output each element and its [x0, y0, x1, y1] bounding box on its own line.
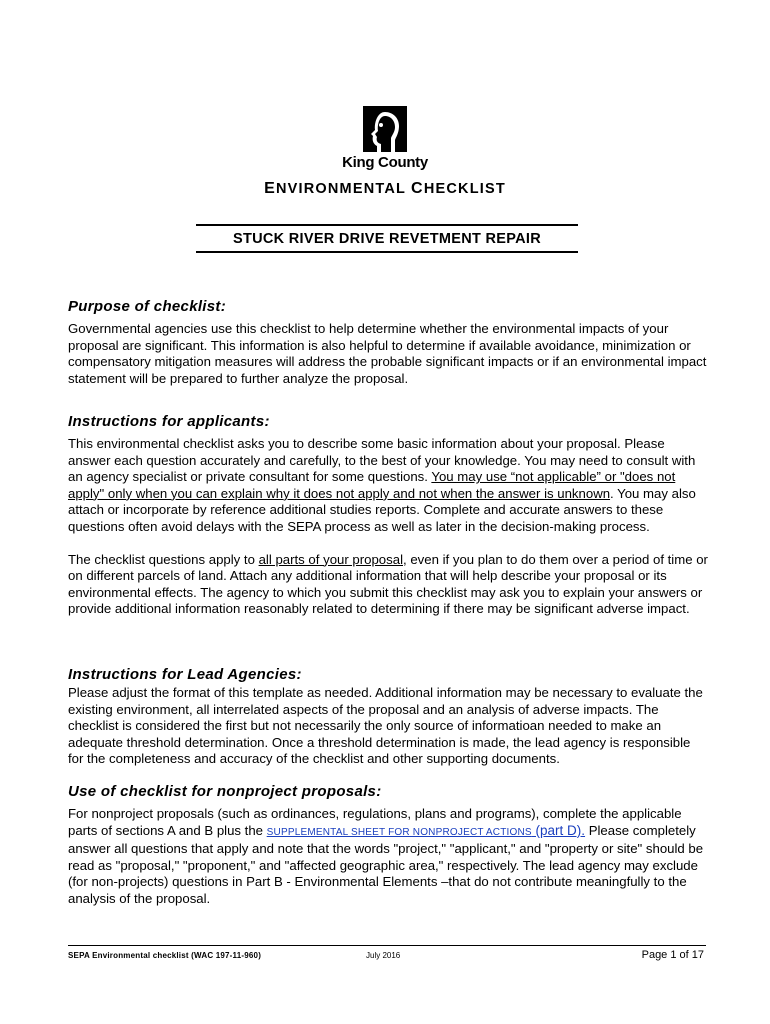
- lead-agencies-body: Please adjust the format of this template as needed. Additional information may be necessary to evaluate the existing environment, all interrelated aspects of the proposal and an analysis of adverse impacts. The checklist is considered the first but not necessarily the only source of informatioan needed to make an adequate threshold determination. Once a threshold determination is made, the lead agency is responsible for the completeness and accuracy of the checklist and other supporting documents.: [68, 685, 703, 767]
- all-parts-emphasis: all parts of your proposal: [258, 551, 403, 567]
- purpose-body: Governmental agencies use this checklist to help determine whether the environmental impacts of your proposal are significant. This information is also helpful to determine if available avoidance, minimization or compensatory mitigation measures will address the probable significant impacts or if an environmental impact statement will be prepared to further analyze the proposal.: [68, 321, 707, 386]
- logo-text: King County: [342, 154, 428, 171]
- applicants-paragraph-2: The checklist questions apply to all parts of your proposal, even if you plan to do them over a period of time or on different parcels of land. Attach any additional information that will help describe your proposal or its environmental effects. The agency to which you submit this checklist may ask you to explain your answers or provide additional information reasonably related to determining if there may be significant adverse impact.: [68, 551, 708, 617]
- part-d-link[interactable]: (part D).: [531, 822, 586, 838]
- applicants-section: [68, 413, 708, 618]
- nonproject-section: [68, 783, 708, 908]
- document-title: [0, 180, 770, 198]
- nonproject-body: For nonproject proposals (such as ordinances, regulations, plans and programs), complete the applicable parts of sections A and B plus the SUPPLEMENTAL SHEET FOR NONPROJECT ACTIONS (part D). Please completely answer all questions that apply and note that the words "project," "applicant," and "property or site" should be read as "proposal," "proponent," and "affected geographic area," respectively. The lead agency may exclude (for non-projects) questions in Part B - Environmental Elements –that do not contribute meaningfully to the analysis of the proposal.: [68, 806, 704, 906]
- lead-agencies-heading: Instructions for Lead Agencies:: [68, 666, 302, 683]
- nonproject-heading: Use of checklist for nonproject proposals:: [68, 783, 382, 800]
- footer-page-number: Page 1 of 17: [641, 949, 704, 961]
- lead-agencies-section: [68, 666, 708, 768]
- title-part-1: NVIRONMENTAL: [275, 181, 412, 197]
- king-county-logo-icon: [363, 106, 407, 152]
- purpose-heading: Purpose of checklist:: [68, 298, 227, 315]
- footer-citation: SEPA Environmental checklist (WAC 197-11-960): [68, 951, 262, 960]
- king-county-logo: [340, 106, 430, 172]
- applicants-heading: Instructions for applicants:: [68, 413, 270, 430]
- not-applicable-note: You may use “not applicable” or "does not apply" only when you can explain why it does not apply and not when the answer is unknown: [68, 469, 676, 501]
- title-part-2: HECKLIST: [423, 181, 506, 197]
- footer-date: July 2016: [366, 951, 401, 960]
- page-footer: [68, 945, 706, 967]
- applicants-paragraph-1: This environmental checklist asks you to describe some basic information about your proposal. Please answer each question accurately and carefully, to the best of your knowledge. You may need to consult with an agency specialist or private consultant for some questions. You may use “not applicable” or "does not apply" only when you can explain why it does not apply and not when the answer is unknown. You may also attach or incorporate by reference additional studies reports. Complete and accurate answers to these questions often avoid delays with the SEPA process as well as later in the decision-making process.: [68, 436, 696, 534]
- supplemental-sheet-link[interactable]: SUPPLEMENTAL SHEET FOR NONPROJECT ACTIONS: [266, 826, 532, 838]
- title-initial-e: E: [264, 180, 276, 197]
- project-title: STUCK RIVER DRIVE REVETMENT REPAIR: [232, 231, 542, 247]
- title-initial-c: C: [411, 180, 424, 197]
- purpose-section: [68, 298, 708, 387]
- project-title-box: [196, 224, 578, 253]
